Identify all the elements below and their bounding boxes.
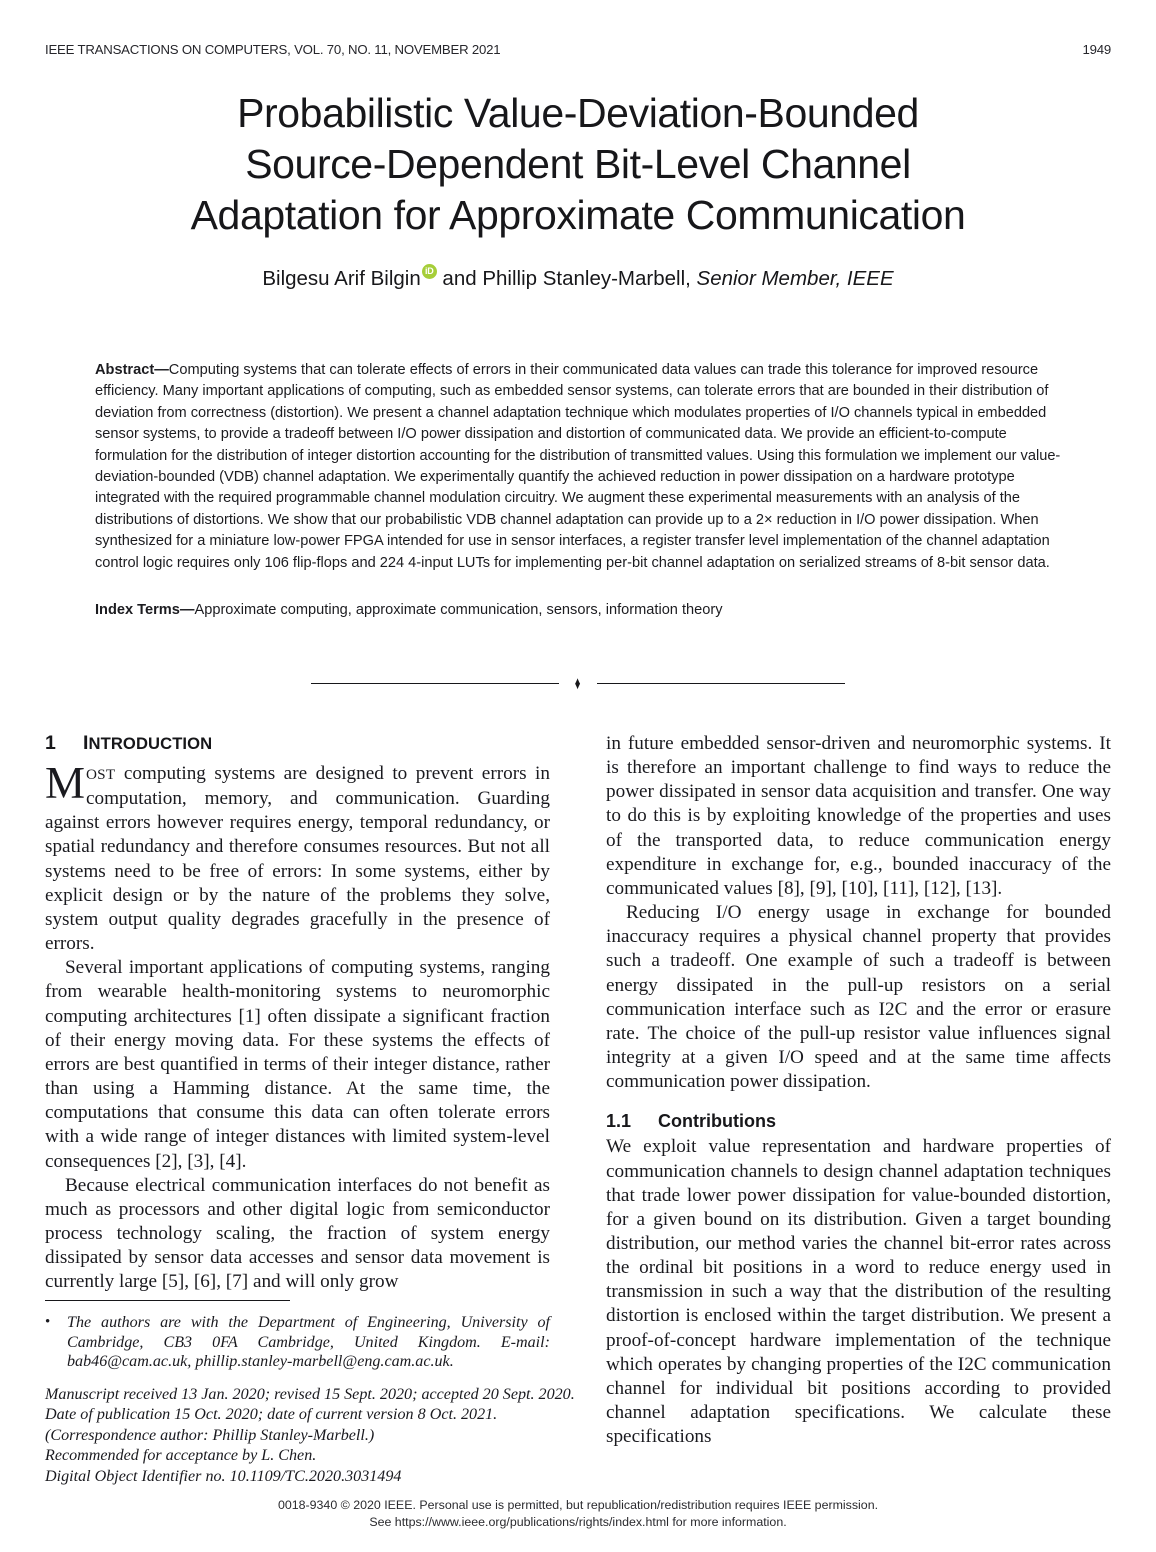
footnote-rule bbox=[45, 1300, 290, 1301]
title-line-3: Adaptation for Approximate Communication bbox=[190, 192, 966, 238]
doi-line: Digital Object Identifier no. 10.1109/TC.2020.3031494 bbox=[45, 1467, 402, 1485]
section-heading-introduction bbox=[45, 732, 550, 755]
left-column bbox=[45, 732, 550, 1294]
drop-cap-smallcaps: OST bbox=[86, 766, 116, 783]
copyright-line-1: 0018-9340 © 2020 IEEE. Personal use is permitted, but republication/redistribution requires IEEE permission. bbox=[277, 1498, 879, 1512]
intro-paragraph-3: Because electrical communication interfaces do not benefit as much as processors and other digital logic from semiconductor process technology scaling, the fraction of system energy dissipated by sensor data accesses and sensor data movement is currently large [5], [6], [7] and will only grow bbox=[45, 1174, 550, 1293]
subsection-heading-contributions bbox=[606, 1111, 1111, 1132]
section-ornament bbox=[0, 673, 1156, 693]
title-block bbox=[70, 88, 1086, 291]
footnote-block bbox=[45, 1300, 575, 1487]
ornament-rule-left bbox=[311, 683, 559, 684]
abstract-text: Computing systems that can tolerate effects of errors in their communicated data values can trade this tolerance for improved resource efficiency. Many important applications of computing, such as embedded sensor systems, can tolerate errors that are bounded in their distribution of deviation from correctness (distortion). We present a channel adaptation technique which modulates properties of I/O channels typical in embedded sensor systems, to provide a tradeoff between I/O power dissipation and distortion of communicated data. We provide an efficient-to-compute formulation for the distribution of integer distortion accounting for the distribution of transmitted values. Using this formulation we implement our value-deviation-bounded (VDB) channel adaptation. We experimentally quantify the achieved reduction in power dissipation on a hardware prototype integrated with the required programmable channel modulation circuitry. We augment these experimental measurements with an analysis of the distributions of distortions. We show that our probabilistic VDB channel adaptation can provide up to a 2× reduction in I/O power dissipation. When synthesized for a miniature low-power FPGA intended for use in sensor interfaces, a register transfer level implementation of the channel adaptation control logic requires only 106 flip-flops and 224 4-input LUTs for implementing per-bit channel adaptation on serialized streams of 8-bit sensor data. bbox=[95, 362, 1061, 571]
affiliation-text: The authors are with the Department of Engineering, University of Cambridge, CB3 0FA Cambridge, United Kingdom. E-mail: bab46@cam.ac.uk, phillip.stanley-marbell@eng.cam.ac.uk. bbox=[67, 1314, 550, 1370]
intro-paragraph-1-text: computing systems are designed to prevent errors in computation, memory, and communication. Guarding against errors however requires energy, temporal redundancy, or spatial redundancy and therefore consumes resources. But not all systems need to be free of errors: In some systems, either by explicit design or by the nature of the problems they solve, system output quality degrades gracefully in the presence of errors. bbox=[45, 763, 550, 955]
right-paragraph-1: in future embedded sensor-driven and neuromorphic systems. It is therefore an important challenge to find ways to reduce the power dissipated in sensor data acquisition and transfer. One way to do this is by exploiting knowledge of the properties and uses of the transported data, to reduce communication energy expenditure in exchange for, e.g., bounded inaccuracy of the communicated values [8], [9], [10], [11], [12], [13]. bbox=[606, 733, 1111, 899]
copyright-footer bbox=[0, 1497, 1156, 1530]
section-number: 1 bbox=[45, 732, 56, 754]
index-terms-text: Approximate computing, approximate communication, sensors, information theory bbox=[194, 602, 723, 619]
title-line-1: Probabilistic Value-Deviation-Bounded bbox=[237, 90, 919, 136]
abstract-label: Abstract— bbox=[95, 362, 169, 378]
index-terms-paragraph bbox=[95, 600, 1063, 621]
author-membership: Senior Member, IEEE bbox=[696, 267, 894, 290]
abstract-block bbox=[95, 360, 1063, 621]
right-paragraph-2: Reducing I/O energy usage in exchange for bounded inaccuracy requires a physical channel property that provides such a tradeoff. One example of such a tradeoff is between energy dissipated in the pull-up resistors on a serial communication interface such as I2C and the error or erasure rate. The choice of the pull-up resistor value influences signal integrity at a given I/O speed and at the same time affects communication power dissipation. bbox=[606, 902, 1111, 1093]
intro-paragraph-1 bbox=[45, 758, 550, 956]
author-connector: and Phillip Stanley-Marbell, bbox=[436, 267, 697, 290]
title-line-2: Source-Dependent Bit-Level Channel bbox=[245, 141, 911, 187]
bullet-icon: • bbox=[45, 1314, 51, 1330]
correspondence-author: (Correspondence author: Phillip Stanley-Marbell.) bbox=[45, 1426, 375, 1444]
orcid-id-icon[interactable] bbox=[422, 264, 437, 279]
running-head bbox=[45, 42, 1111, 57]
manuscript-metadata bbox=[45, 1385, 575, 1488]
copyright-line-2: See https://www.ieee.org/publications/rights/index.html for more information. bbox=[369, 1514, 787, 1529]
diamond-icon: ♦ bbox=[575, 673, 581, 693]
page-number: 1949 bbox=[1082, 42, 1111, 57]
author-list bbox=[70, 267, 1086, 291]
abstract-paragraph bbox=[95, 360, 1063, 574]
drop-cap: M bbox=[45, 758, 86, 808]
index-terms-label: Index Terms— bbox=[95, 602, 195, 619]
section-title-initial: I bbox=[83, 732, 89, 754]
ornament-rule-right bbox=[597, 683, 845, 684]
recommended-by: Recommended for acceptance by L. Chen. bbox=[45, 1447, 317, 1465]
intro-paragraph-2: Several important applications of computing systems, ranging from wearable health-monitoring systems to neuromorphic computing architectures [1] often dissipate a significant fraction of their energy moving data. For these systems the effects of errors are best quantified in terms of their integer distance, rather than using a Hamming distance. At the same time, the computations that consume this data can often tolerate errors with a wide range of integer distances with limited system-level consequences [2], [3], [4]. bbox=[45, 957, 550, 1172]
right-column bbox=[606, 732, 1111, 1449]
manuscript-received: Manuscript received 13 Jan. 2020; revised 15 Sept. 2020; accepted 20 Sept. 2020. bbox=[45, 1385, 575, 1403]
section-title-rest: NTRODUCTION bbox=[88, 734, 213, 753]
journal-reference: IEEE TRANSACTIONS ON COMPUTERS, VOL. 70, NO. 11, NOVEMBER 2021 bbox=[45, 42, 501, 57]
publication-date: Date of publication 15 Oct. 2020; date of current version 8 Oct. 2021. bbox=[45, 1406, 498, 1424]
subsection-number: 1.1 bbox=[606, 1111, 632, 1132]
page-title bbox=[70, 88, 1086, 241]
affiliation-footnote bbox=[45, 1313, 550, 1372]
author-name-first: Bilgesu Arif Bilgin bbox=[262, 267, 421, 290]
right-paragraph-3: We exploit value representation and hardware properties of communication channels to design channel adaptation techniques that trade lower power dissipation for value-bounded distortion, for a given bound on its distribution. Given a target bounding distribution, our method varies the channel bit-error rates across the ordinal bit positions in a word to reduce energy used in transmission in such a way that the distribution of the resulting distortion is enclosed within the target distribution. We present a proof-of-concept hardware implementation of the technique which operates by changing properties of the I2C communication channel for individual bit positions according to provided channel adaptation specifications. We calculate these specifications bbox=[606, 1136, 1111, 1448]
subsection-title: Contributions bbox=[658, 1111, 776, 1132]
